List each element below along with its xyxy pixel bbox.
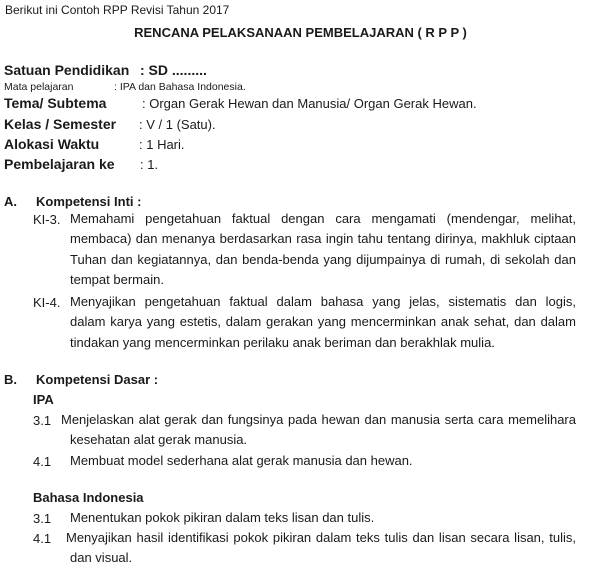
ipa-3-1-line-2: kesehatan alat gerak manusia. (70, 432, 248, 447)
header-note: Berikut ini Contoh RPP Revisi Tahun 2017 (5, 3, 230, 17)
pembelajaran-value: : 1. (140, 157, 159, 172)
section-a-title: Kompetensi Inti : (36, 194, 142, 209)
bahasa-4-1-line-2: dan visual. (70, 550, 133, 565)
tema-label: Tema/ Subtema (4, 95, 107, 111)
document-title: RENCANA PELAKSANAAN PEMBELAJARAN ( R P P ) (134, 25, 467, 40)
bahasa-4-1-line-1: Menyajikan hasil identifikasi pokok pikiran dalam teks tulis dan lisan secara lisan, tulis, (66, 530, 576, 545)
bahasa-3-1-line-1: Menentukan pokok pikiran dalam teks lisan dan tulis. (70, 510, 375, 525)
ipa-4-1-line-1: Membuat model sederhana alat gerak manusia dan hewan. (70, 453, 413, 468)
satuan-value: : SD ......... (140, 62, 207, 78)
mapel-label: Mata pelajaran (4, 81, 74, 93)
ki4-line-2: dalam karya yang estetis, dalam gerakan yang mencerminkan anak sehat, dan dalam (70, 314, 576, 329)
section-b-marker: B. (4, 372, 17, 387)
ki4-code: KI-4. (33, 295, 61, 310)
section-b-title: Kompetensi Dasar : (36, 372, 159, 387)
alokasi-label: Alokasi Waktu (4, 136, 100, 152)
ki3-line-1: Memahami pengetahuan faktual dengan cara mengamati (mendengar, melihat, (70, 211, 576, 226)
ipa-heading: IPA (33, 392, 54, 407)
bahasa-4-1-code: 4.1 (33, 531, 52, 546)
bahasa-heading: Bahasa Indonesia (33, 490, 144, 505)
kelas-value: : V / 1 (Satu). (139, 117, 216, 132)
ki3-line-4: tempat bermain. (70, 272, 164, 287)
satuan-label: Satuan Pendidikan (4, 62, 130, 78)
ki3-code: KI-3. (33, 212, 61, 227)
bahasa-3-1-code: 3.1 (33, 511, 52, 526)
pembelajaran-label: Pembelajaran ke (4, 156, 115, 172)
alokasi-value: : 1 Hari. (139, 137, 185, 152)
section-a-marker: A. (4, 194, 17, 209)
ki4-line-1: Menyajikan pengetahuan faktual dalam bahasa yang jelas, sistematis dan logis, (70, 294, 576, 309)
ipa-3-1-code: 3.1 (33, 413, 52, 428)
kelas-label: Kelas / Semester (4, 116, 117, 132)
mapel-value: : IPA dan Bahasa Indonesia. (114, 81, 246, 93)
ipa-3-1-line-1: Menjelaskan alat gerak dan fungsinya pada hewan dan manusia serta cara memelihara (61, 412, 576, 427)
ki3-line-2: membaca) dan menanya berdasarkan rasa ingin tahu tentang dirinya, makhluk ciptaan (70, 231, 576, 246)
ki4-line-3: tindakan yang mencerminkan perilaku anak beriman dan berakhlak mulia. (70, 335, 495, 350)
ki3-line-3: Tuhan dan kegiatannya, dan benda-benda yang dijumpainya di rumah, di sekolah dan (70, 252, 576, 267)
ipa-4-1-code: 4.1 (33, 454, 52, 469)
tema-value: : Organ Gerak Hewan dan Manusia/ Organ Gerak Hewan. (142, 96, 477, 111)
